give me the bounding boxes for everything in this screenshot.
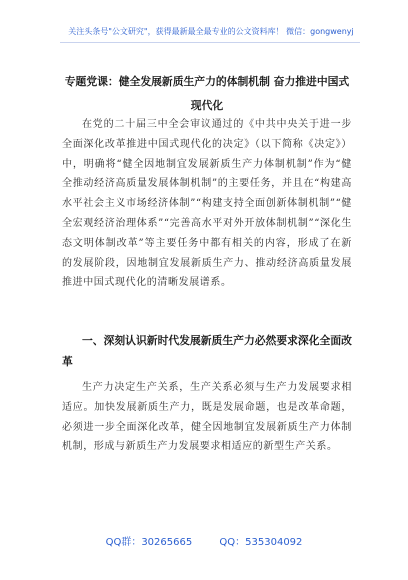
footer-qq: QQ：535304092 bbox=[219, 537, 303, 548]
footer-qq-group: QQ群：30265665 bbox=[105, 537, 193, 548]
header-divider bbox=[60, 42, 360, 43]
body-paragraph-2: 生产力决定生产关系，生产关系必须与生产力发展要求相适应。加快发展新质生产力，既是发展命题，也是改革命题，必须进一步全面深化改革，健全因地制宜发展新质生产力体制机制，形成与新质生产力发展要求相适应的新型生产关系。 bbox=[62, 382, 352, 453]
header-banner: 关注头条号"公文研究"，获得最新最全最专业的公文资料库！ 微信：gongwenyj bbox=[68, 27, 354, 36]
section-heading-1: 一、深刻认识新时代发展新质生产力必然要求深化全面改革 bbox=[62, 334, 352, 368]
body-paragraph-1: 在党的二十届三中全会审议通过的《中共中央关于进一步全面深化改革推进中国式现代化的决定》（以下简称《决定》）中，明确将“健全因地制宜发展新质生产力体制机制”作为“健全推动经济高质量发展体制机制”的主要任务，并且在“构建高水平社会主义市场经济体制”“构建支持全面创新体制机制”“健全宏观经济治理体系”“完善高水平对外开放体制机制”“深化生态文明体制改革”等主要任务中都有相关的内容，形成了在新的发展阶段，因地制宜发展新质生产力、推动经济高质量发展推进中国式现代化的清晰发展谱系。 bbox=[62, 119, 352, 289]
footer-contact bbox=[0, 533, 408, 548]
document-title: 专题党课：健全发展新质生产力的体制机制 奋力推进中国式现代化 bbox=[64, 75, 350, 112]
